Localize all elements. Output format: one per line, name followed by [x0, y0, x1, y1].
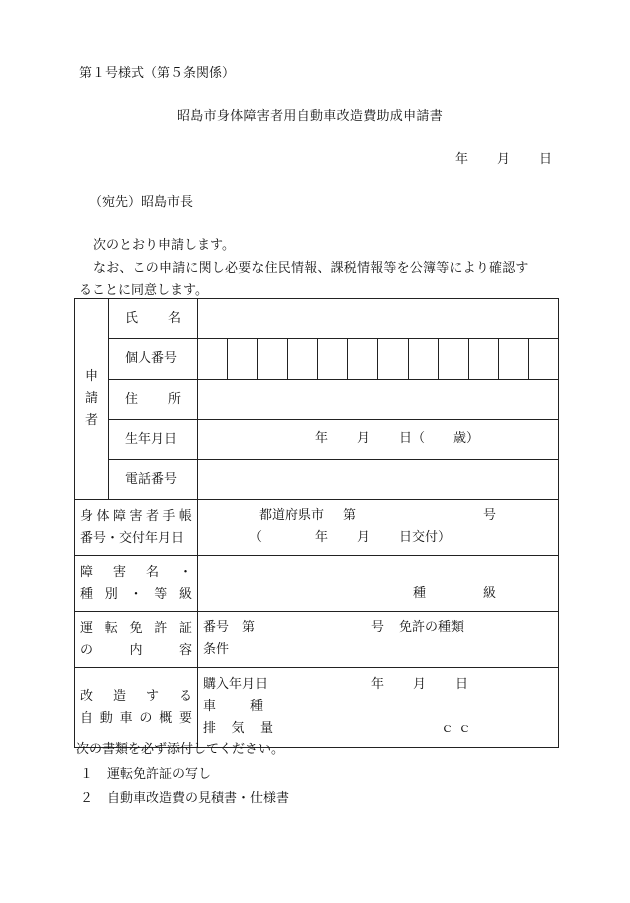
handbook-month-label: 月 — [357, 530, 371, 545]
name-label: 氏 名 — [109, 299, 198, 339]
id-digit-cell[interactable] — [438, 339, 468, 379]
attachment-2-number: ２ — [80, 791, 94, 806]
id-number-label: 個人番号 — [109, 339, 198, 380]
statement-line-3: ることに同意します。 — [79, 283, 208, 298]
vehicle-label: 改 造 す る 自 動 車 の 概 要 — [75, 668, 198, 748]
license-conditions-label: 条件 — [203, 642, 230, 657]
document-title: 昭島市身体障害者用自動車改造費助成申請書 — [177, 109, 444, 124]
displacement-label: 排 気 量 — [203, 721, 273, 736]
purchase-date-label: 購入年月日 — [203, 677, 269, 692]
handbook-paren: （ — [249, 530, 263, 545]
id-number-field[interactable] — [198, 339, 559, 380]
id-digit-cell[interactable] — [498, 339, 528, 379]
handbook-issued-label: 日交付） — [399, 530, 452, 545]
purchase-day-label: 日 — [455, 677, 469, 692]
row-vehicle — [75, 668, 559, 748]
prefecture-label: 都道府県市 — [259, 508, 325, 523]
license-number-label: 番号 第 — [203, 620, 256, 635]
birth-month-label: 月 — [357, 431, 371, 446]
birth-year-label: 年 — [315, 431, 329, 446]
id-digit-cell[interactable] — [317, 339, 347, 379]
statement-line-2: なお、この申請に関し必要な住民情報、課税情報等を公簿等により確認す — [93, 261, 529, 276]
application-form-table — [74, 298, 559, 748]
id-digit-cell[interactable] — [377, 339, 407, 379]
id-digit-cell[interactable] — [528, 339, 558, 379]
disability-field[interactable] — [198, 556, 559, 612]
disability-label: 障 害 名 ・ 種 別 ・ 等 級 — [75, 556, 198, 612]
birth-day-label: 日（ — [399, 431, 426, 446]
applicant-char-1: 申 — [84, 369, 98, 384]
handbook-go-label: 号 — [483, 508, 497, 523]
id-digit-cell[interactable] — [408, 339, 438, 379]
attachment-1-text: 運転免許証の写し — [107, 767, 212, 782]
address-field[interactable] — [198, 380, 559, 420]
handbook-year-label: 年 — [315, 530, 329, 545]
purchase-year-label: 年 — [371, 677, 385, 692]
license-type-label: 免許の種類 — [399, 620, 465, 635]
purchase-month-label: 月 — [413, 677, 427, 692]
attachment-2-text: 自動車改造費の見積書・仕様書 — [107, 791, 290, 806]
handbook-dai-label: 第 — [343, 508, 357, 523]
attachments-intro: 次の書類を必ず添付してください。 — [76, 742, 285, 757]
license-go-label: 号 — [371, 620, 385, 635]
date-day-label: 日 — [539, 152, 553, 167]
date-year-label: 年 — [455, 152, 469, 167]
row-disability — [75, 556, 559, 612]
id-digit-cell[interactable] — [468, 339, 498, 379]
license-field[interactable] — [198, 612, 559, 668]
phone-field[interactable] — [198, 460, 559, 500]
row-handbook — [75, 500, 559, 556]
row-name — [75, 299, 559, 339]
attachment-1-number: １ — [80, 767, 94, 782]
row-birthdate — [75, 420, 559, 460]
applicant-char-2: 請 — [84, 391, 98, 406]
vehicle-type-label: 車 種 — [203, 699, 263, 714]
birthdate-label: 生年月日 — [109, 420, 198, 460]
name-field[interactable] — [198, 299, 559, 339]
form-number: 第１号様式（第５条関係） — [79, 66, 236, 81]
vehicle-field[interactable] — [198, 668, 559, 748]
addressee: （宛先）昭島市長 — [89, 195, 194, 210]
id-digit-cell[interactable] — [227, 339, 257, 379]
birthdate-field[interactable] — [198, 420, 559, 460]
row-address — [75, 380, 559, 420]
license-label: 運 転 免 許 証 の 内 容 — [75, 612, 198, 668]
birth-age-label: 歳） — [453, 431, 480, 446]
disability-kind-label: 種 — [413, 586, 427, 601]
disability-grade-label: 級 — [483, 586, 497, 601]
handbook-label: 身 体 障 害 者 手 帳 番号・交付年月日 — [75, 500, 198, 556]
date-month-label: 月 — [497, 152, 511, 167]
id-digit-cell[interactable] — [347, 339, 377, 379]
address-label: 住 所 — [109, 380, 198, 420]
id-digit-cell[interactable] — [287, 339, 317, 379]
id-digit-cell[interactable] — [198, 339, 227, 379]
cc-unit-label: ｃｃ — [441, 721, 476, 736]
applicant-group-label — [75, 299, 109, 500]
applicant-char-3: 者 — [84, 413, 98, 428]
phone-label: 電話番号 — [109, 460, 198, 500]
handbook-field[interactable] — [198, 500, 559, 556]
id-digit-cell[interactable] — [257, 339, 287, 379]
row-id-number — [75, 339, 559, 380]
statement-line-1: 次のとおり申請します。 — [93, 238, 235, 253]
row-license — [75, 612, 559, 668]
row-phone — [75, 460, 559, 500]
